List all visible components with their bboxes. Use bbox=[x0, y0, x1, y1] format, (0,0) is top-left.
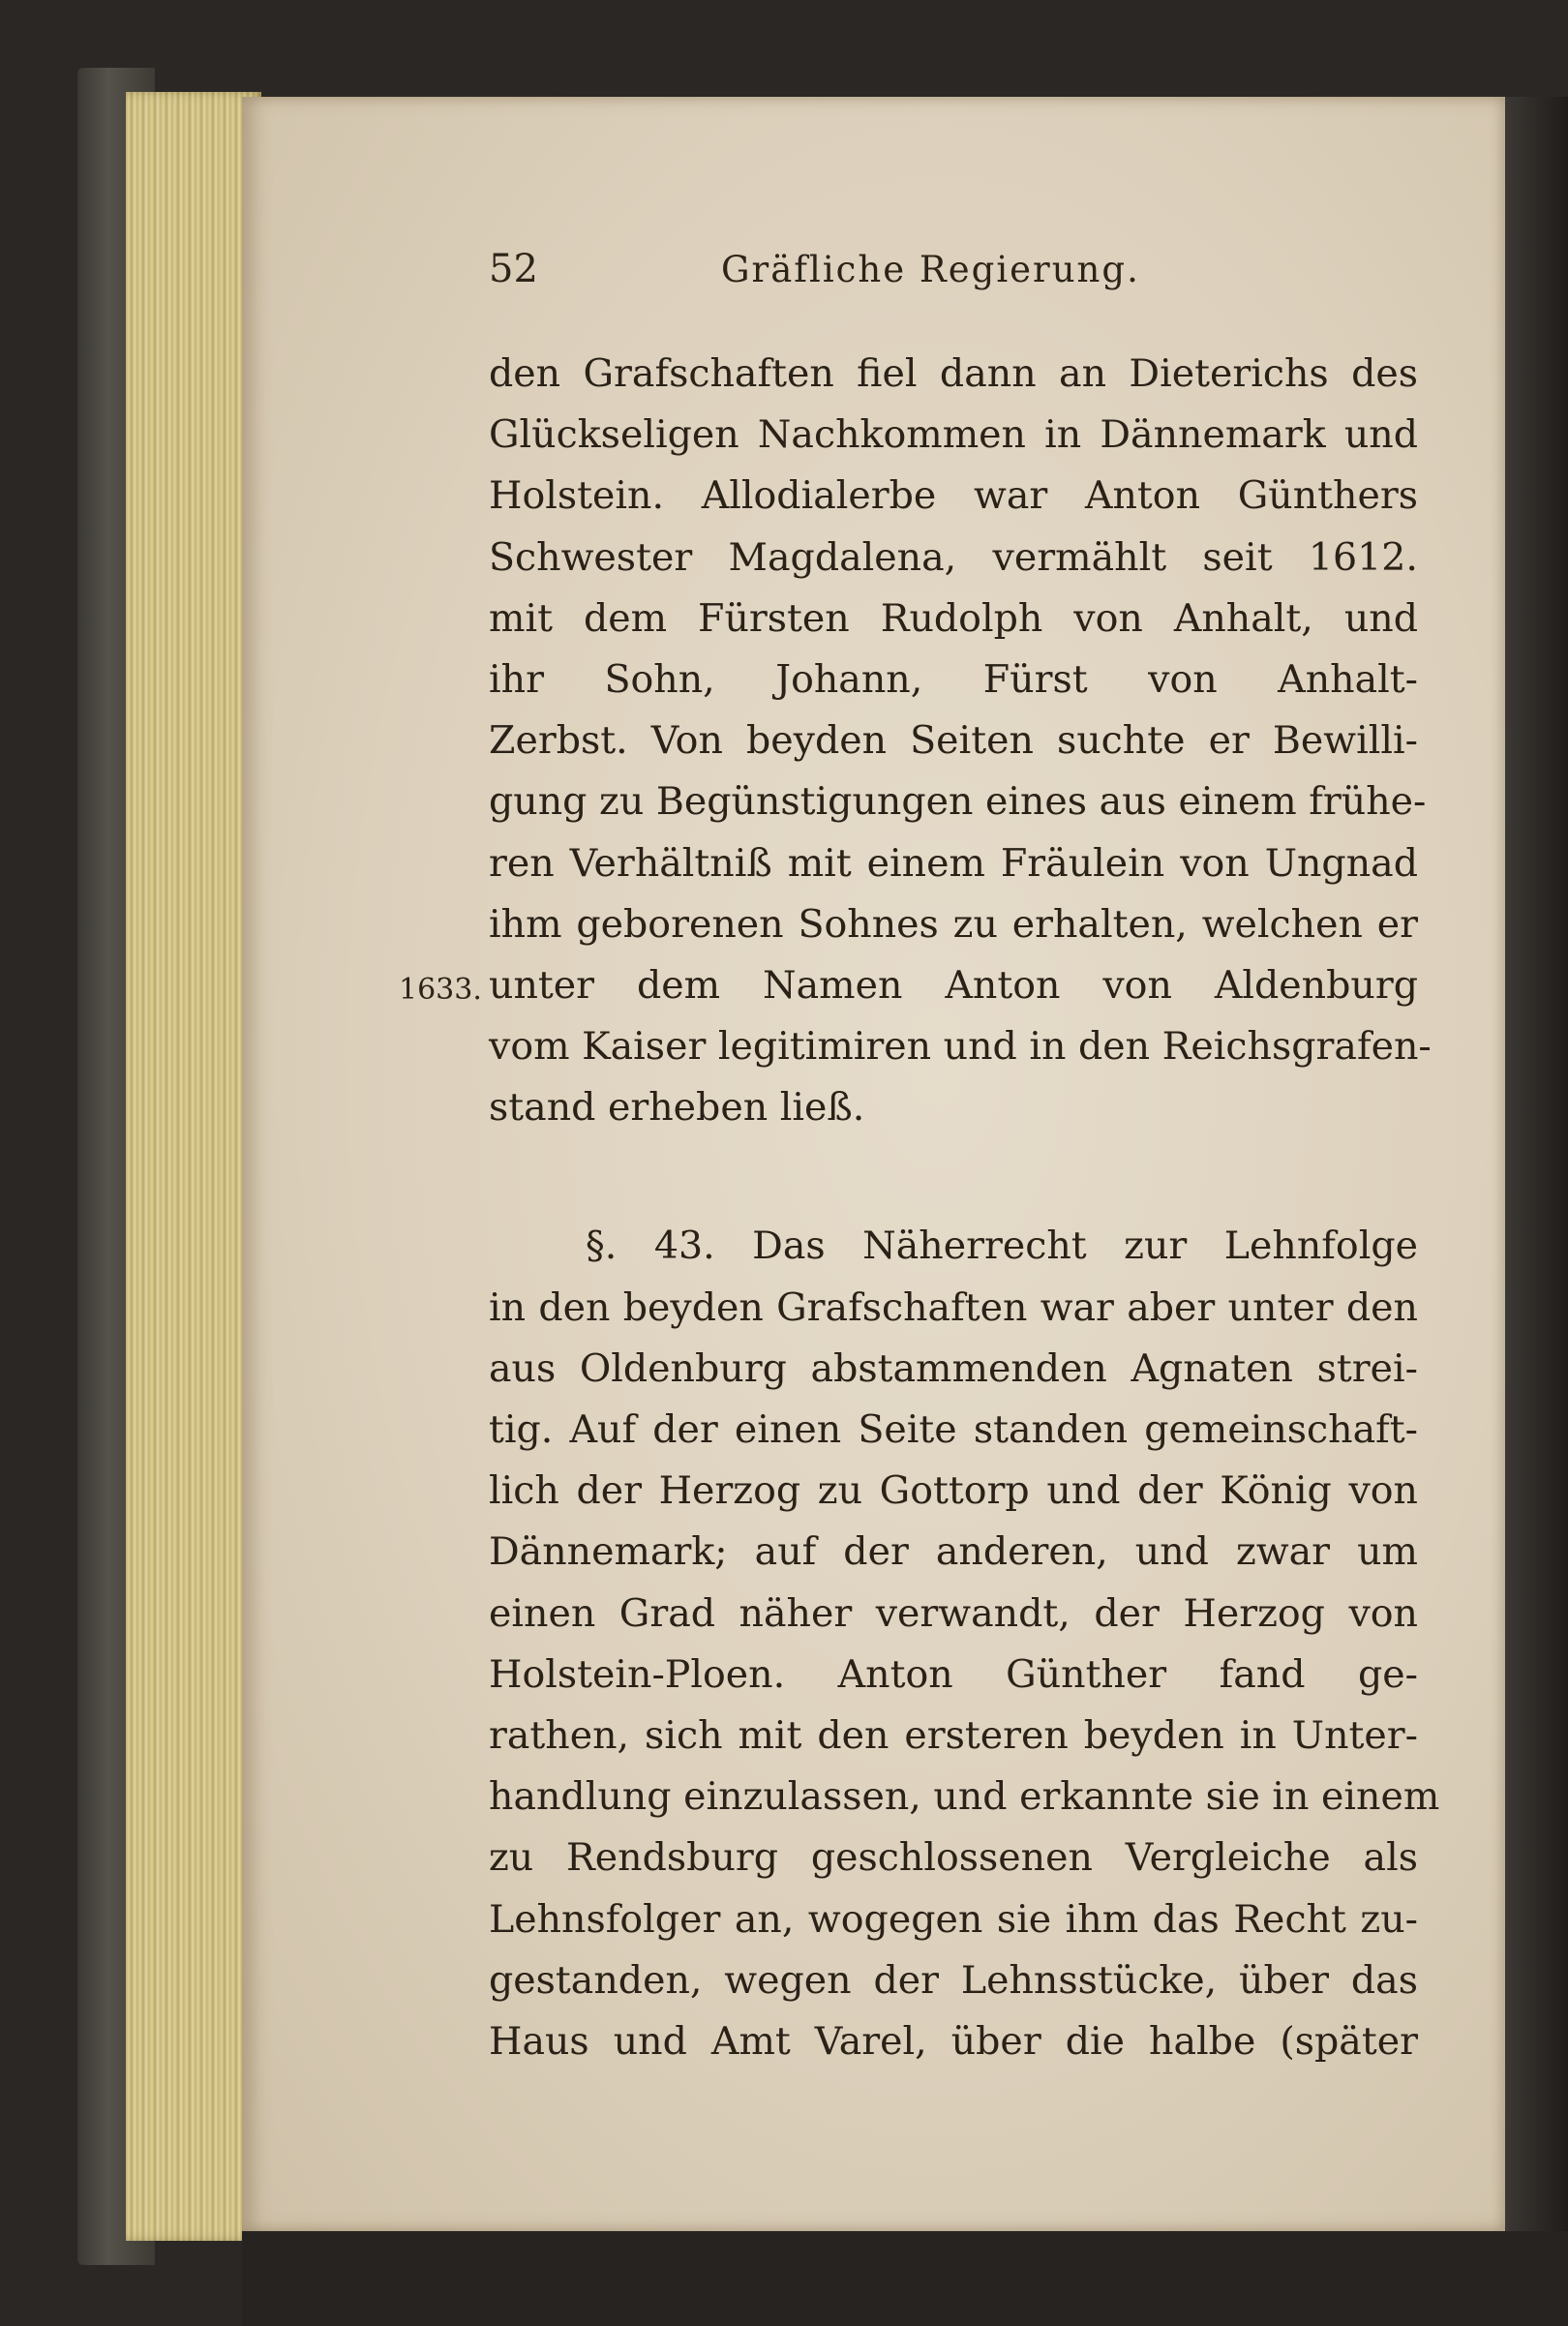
text-line: Glückseligen Nachkommen in Dännemark und bbox=[489, 412, 1418, 458]
text-line: Schwester Magdalena, vermählt seit 1612. bbox=[489, 534, 1418, 580]
page-header bbox=[489, 247, 1418, 305]
text-line: den Grafschaften fiel dann an Dieterichs des bbox=[489, 351, 1418, 396]
text-line: aus Oldenburg abstammenden Agnaten strei- bbox=[489, 1345, 1418, 1391]
text-line: lich der Herzog zu Gottorp und der König von bbox=[489, 1468, 1418, 1514]
text-line: Dännemark; auf der anderen, und zwar um bbox=[489, 1529, 1418, 1575]
gilt-page-edges bbox=[126, 92, 261, 2241]
text-line: vom Kaiser legitimiren und in den Reichsgrafen- bbox=[489, 1024, 1432, 1070]
text-line: Zerbst. Von beyden Seiten suchte er Bewilli- bbox=[489, 718, 1418, 764]
text-line: stand erheben ließ. bbox=[489, 1085, 865, 1131]
text-line: §. 43. Das Näherrecht zur Lehnfolge bbox=[586, 1223, 1418, 1269]
text-line: unter dem Namen Anton von Aldenburg bbox=[489, 962, 1418, 1008]
page-number: 52 bbox=[489, 247, 538, 291]
text-line: handlung einzulassen, und erkannte sie in einem bbox=[489, 1774, 1440, 1820]
text-line: rathen, sich mit den ersteren beyden in Unter- bbox=[489, 1712, 1418, 1758]
body-text bbox=[489, 344, 1440, 2072]
text-line: ihm geborenen Sohnes zu erhalten, welchen er bbox=[489, 901, 1418, 947]
text-line: mit dem Fürsten Rudolph von Anhalt, und bbox=[489, 595, 1418, 641]
text-line: zu Rendsburg geschlossenen Vergleiche als bbox=[489, 1835, 1418, 1881]
text-line: Holstein. Allodialerbe war Anton Günthers bbox=[489, 473, 1418, 519]
facing-page-shadow bbox=[1505, 97, 1568, 2231]
text-line: in den beyden Grafschaften war aber unter den bbox=[489, 1284, 1418, 1330]
margin-year-note: 1633. bbox=[399, 973, 482, 1007]
paragraph-gap bbox=[489, 1138, 1418, 1216]
text-line: Haus und Amt Varel, über die halbe (später bbox=[489, 2018, 1418, 2064]
running-title: Gräfliche Regierung. bbox=[721, 249, 1140, 290]
text-line: gestanden, wegen der Lehnsstücke, über das bbox=[489, 1957, 1418, 2003]
paragraph-2 bbox=[489, 1216, 1440, 2072]
text-line: ihr Sohn, Johann, Fürst von Anhalt- bbox=[489, 656, 1418, 702]
scan-bottom-border bbox=[242, 2231, 1568, 2326]
text-line: Holstein-Ploen. Anton Günther fand ge- bbox=[489, 1651, 1418, 1697]
text-line: gung zu Begünstigungen eines aus einem frühe- bbox=[489, 779, 1427, 825]
text-line: ren Verhältniß mit einem Fräulein von Ungnad bbox=[489, 840, 1418, 886]
paragraph-1 bbox=[489, 344, 1432, 1138]
text-line: Lehnsfolger an, wogegen sie ihm das Recht zu- bbox=[489, 1896, 1418, 1942]
text-line: einen Grad näher verwandt, der Herzog von bbox=[489, 1590, 1418, 1636]
text-line: tig. Auf der einen Seite standen gemeinschaft- bbox=[489, 1407, 1418, 1452]
